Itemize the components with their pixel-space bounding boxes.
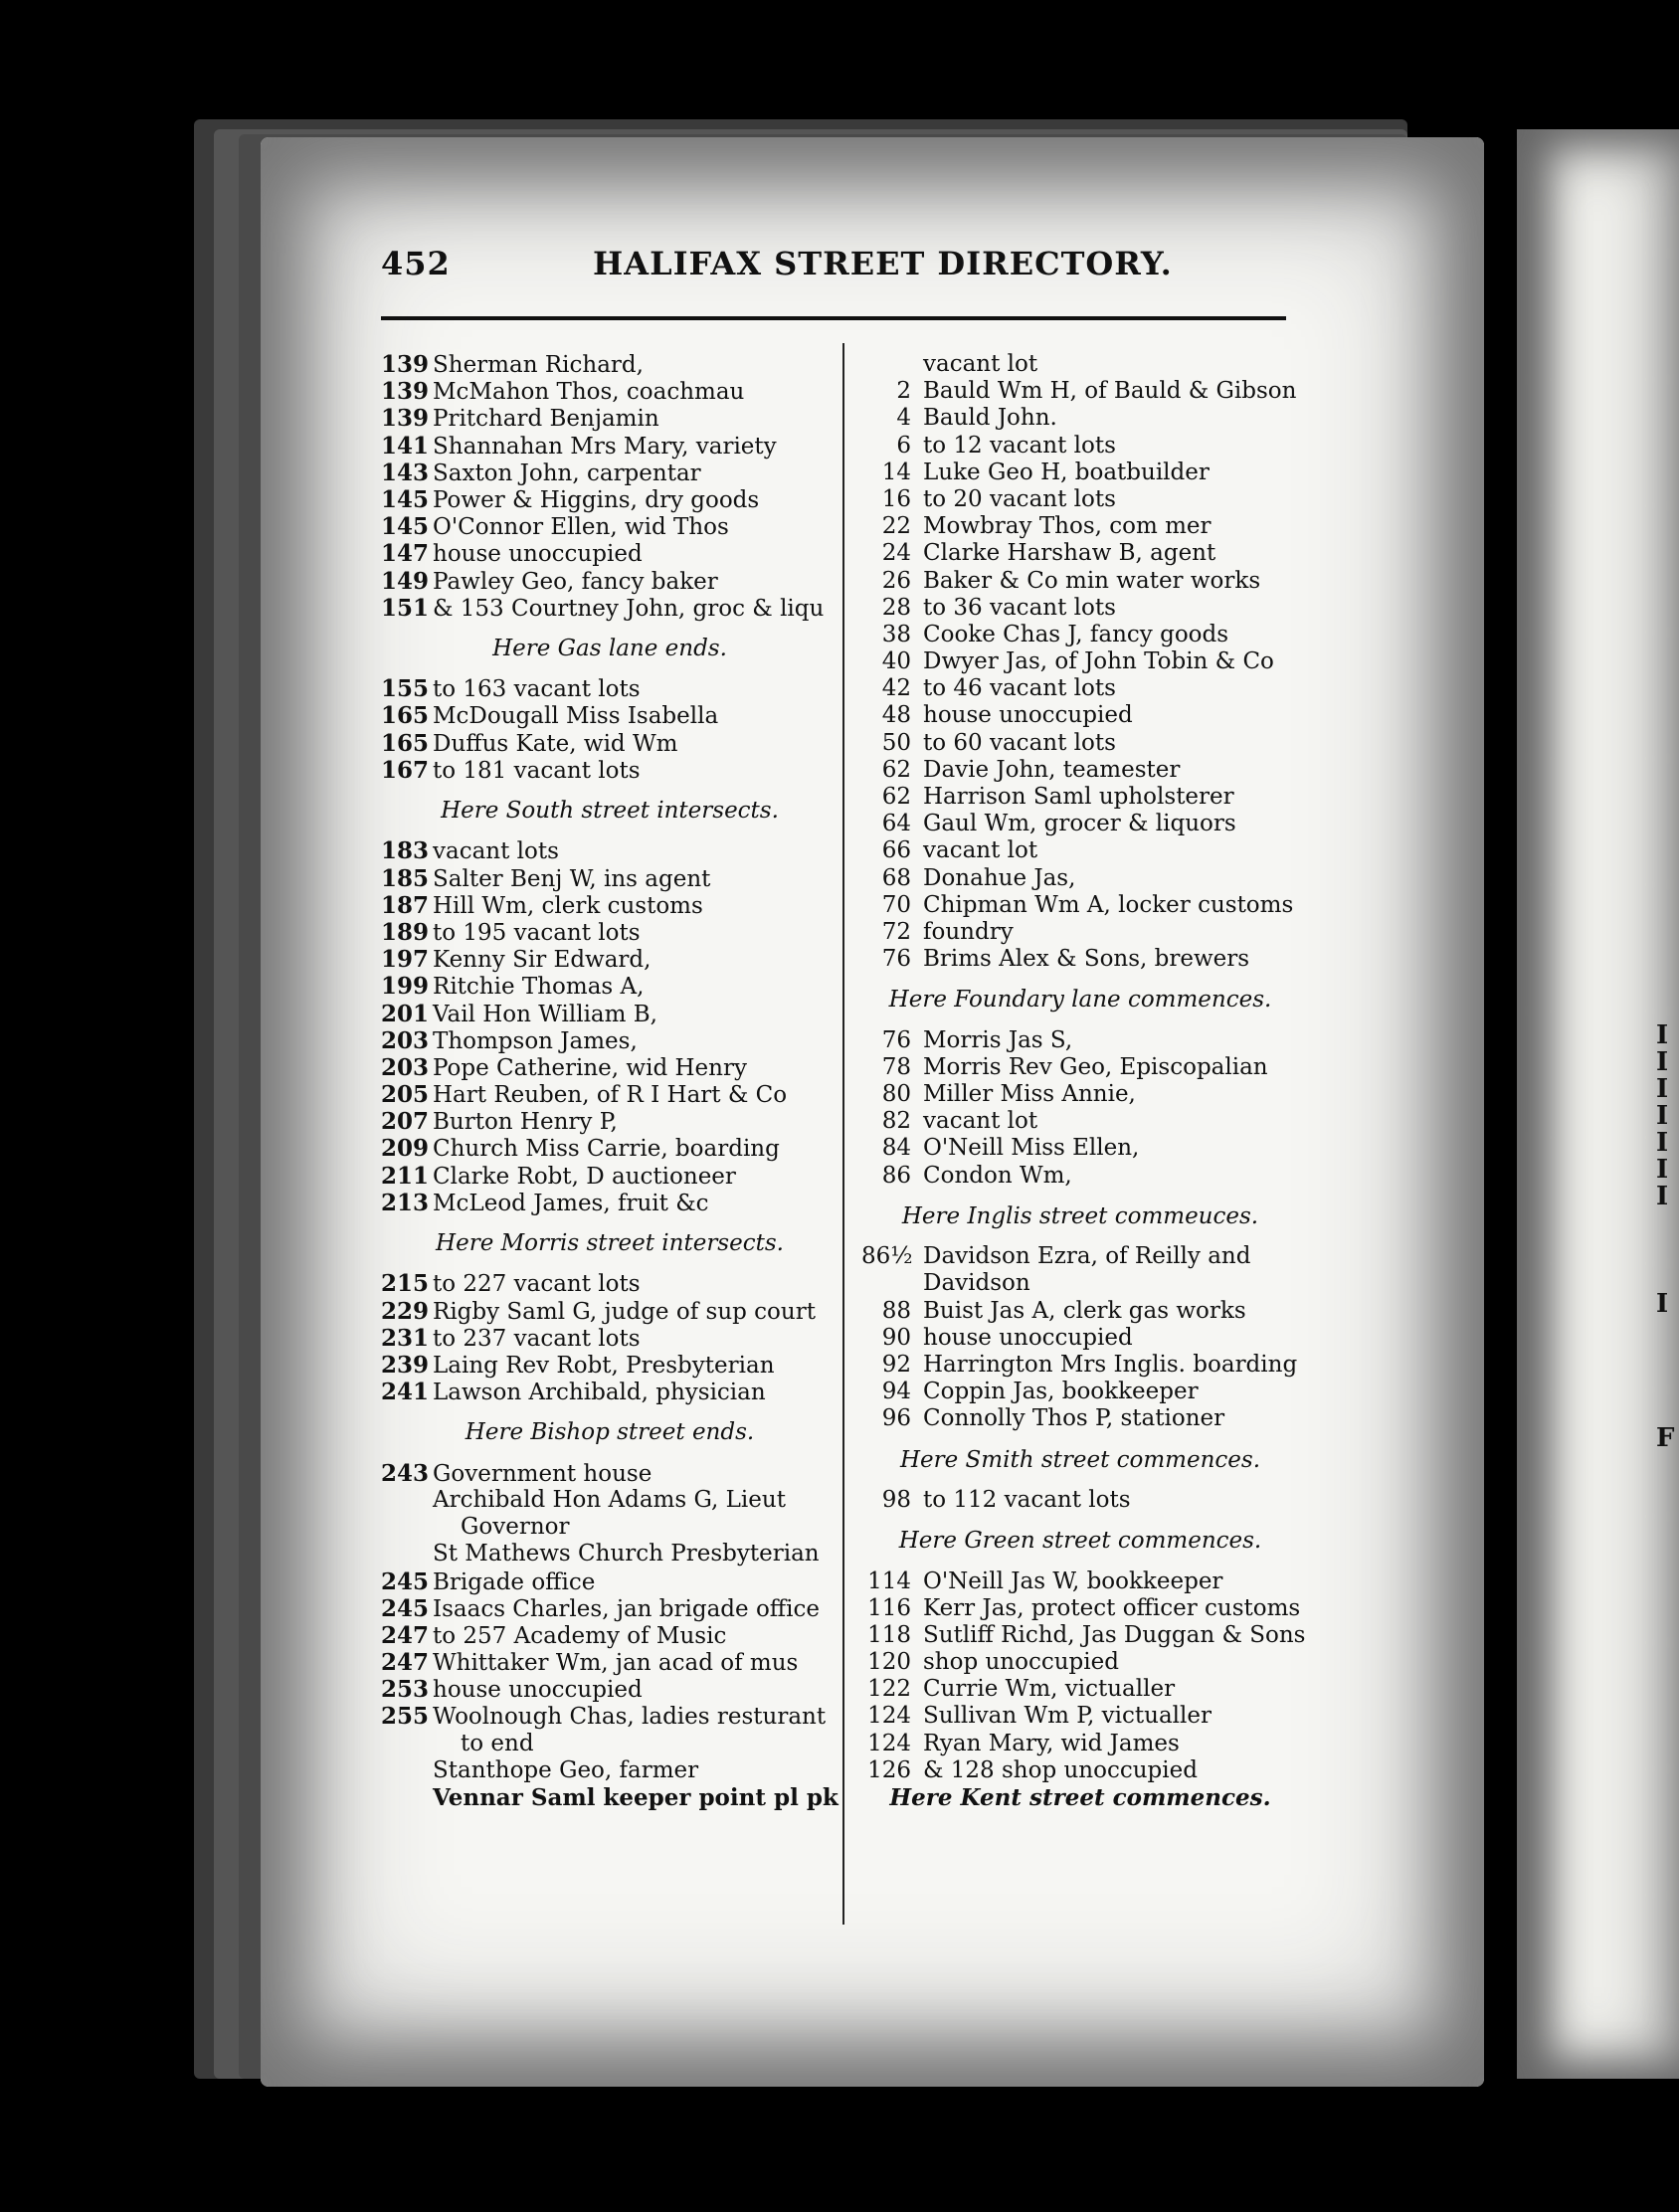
house-number: 203: [381, 1026, 430, 1054]
resident-name: Ritchie Thomas A,: [433, 974, 645, 1001]
directory-entry: [861, 648, 1329, 675]
house-number: 42: [881, 675, 911, 702]
resident-name: Vail Hon William B,: [433, 1001, 657, 1027]
next-page-mark: I: [1656, 1289, 1669, 1319]
directory-entry: [861, 837, 1329, 864]
house-number: 245: [381, 1567, 430, 1595]
resident-name: Salter Benj W, ins agent: [433, 865, 711, 892]
street-heading: Here Gas lane ends.: [492, 635, 727, 661]
directory-entry: [381, 460, 858, 486]
resident-name: O'Connor Ellen, wid Thos: [433, 514, 729, 541]
directory-entry: [381, 1649, 858, 1676]
house-number: 247: [381, 1649, 430, 1677]
resident-name: Brigade office: [433, 1568, 596, 1595]
next-page-mark: I: [1656, 1101, 1669, 1131]
house-number: 209: [381, 1135, 430, 1163]
house-number: 94: [881, 1379, 911, 1405]
directory-entry: [861, 1676, 1329, 1703]
directory-entry: [861, 1027, 1329, 1054]
house-number: 199: [381, 973, 430, 1001]
directory-entry: [381, 1027, 858, 1054]
directory-entry: [381, 378, 858, 405]
next-page-mark: I: [1656, 1047, 1669, 1077]
house-number: 197: [381, 946, 430, 974]
directory-entry: [381, 405, 858, 432]
directory-entry: [381, 1568, 858, 1595]
directory-entry: [861, 1731, 1329, 1757]
directory-entry: [861, 784, 1329, 811]
resident-name: Woolnough Chas, ladies resturant: [433, 1704, 827, 1731]
directory-entry: [861, 433, 1329, 460]
resident-name: to 60 vacant lots: [923, 729, 1116, 756]
house-number: 239: [381, 1351, 430, 1379]
directory-entry: [381, 1784, 858, 1811]
directory-entry: [381, 1298, 858, 1325]
directory-entry: [861, 892, 1329, 919]
resident-name: Clarke Harshaw B, agent: [923, 540, 1216, 567]
house-number: 185: [381, 864, 430, 892]
house-number: 215: [381, 1270, 430, 1298]
house-number: 48: [881, 702, 911, 729]
house-number: 80: [881, 1081, 911, 1108]
resident-name: vacant lot: [923, 1108, 1038, 1135]
resident-name: vacant lots: [433, 838, 559, 865]
resident-name: Bauld Wm H, of Bauld & Gibson: [923, 378, 1297, 405]
resident-name: Church Miss Carrie, boarding: [433, 1136, 780, 1163]
directory-entry: [861, 595, 1329, 622]
resident-name: Stanthope Geo, farmer: [433, 1756, 699, 1783]
resident-name: Whittaker Wm, jan acad of mus: [433, 1650, 799, 1677]
resident-name: Archibald Hon Adams G, Lieut: [433, 1486, 786, 1513]
resident-name: Currie Wm, victualler: [923, 1676, 1176, 1703]
resident-name: Governor: [461, 1514, 570, 1541]
resident-name: Clarke Robt, D auctioneer: [433, 1163, 736, 1190]
directory-entry: [381, 1622, 858, 1649]
directory-entry: [861, 1325, 1329, 1352]
resident-name: Brims Alex & Sons, brewers: [923, 946, 1250, 973]
directory-entry: [861, 405, 1329, 432]
house-number: 84: [881, 1135, 911, 1162]
directory-entry: [861, 1487, 1329, 1514]
right-column: [861, 351, 1329, 1811]
house-number: 241: [381, 1379, 430, 1406]
resident-name: to 227 vacant lots: [433, 1271, 641, 1298]
directory-entry: [861, 1405, 1329, 1432]
directory-entry: [381, 1190, 858, 1216]
directory-entry: [861, 1054, 1329, 1081]
house-number: 86½: [861, 1243, 913, 1270]
next-page-fragments: [1656, 1014, 1675, 1453]
resident-name: Morris Jas S,: [923, 1026, 1073, 1053]
directory-entry: [861, 919, 1329, 946]
directory-entry: [861, 1298, 1329, 1325]
resident-name: O'Neill Miss Ellen,: [923, 1135, 1140, 1162]
house-number: 24: [881, 540, 911, 567]
next-page-mark: I: [1656, 1128, 1669, 1158]
house-number: 88: [881, 1297, 911, 1324]
directory-entry: [381, 1676, 858, 1703]
house-number: 124: [867, 1730, 911, 1756]
resident-name: to 12 vacant lots: [923, 432, 1116, 459]
directory-entry: [861, 486, 1329, 513]
house-number: 114: [867, 1567, 911, 1594]
resident-name: Duffus Kate, wid Wm: [433, 730, 678, 757]
resident-name: Sullivan Wm P, victualler: [923, 1703, 1212, 1730]
resident-name: to 36 vacant lots: [923, 594, 1116, 621]
directory-entry: [861, 1163, 1329, 1190]
header-rule: [381, 316, 1286, 320]
house-number: 2: [896, 378, 911, 405]
directory-entry: [861, 1270, 1329, 1297]
house-number: 213: [381, 1189, 430, 1216]
house-number: 145: [381, 485, 430, 513]
house-number: 124: [867, 1703, 911, 1730]
house-number: 207: [381, 1108, 430, 1136]
resident-name: to 237 vacant lots: [433, 1325, 641, 1352]
directory-entry: [381, 1270, 858, 1297]
house-number: 26: [881, 567, 911, 594]
house-number: 183: [381, 837, 430, 865]
resident-name: Buist Jas A, clerk gas works: [923, 1297, 1246, 1324]
house-number: 122: [867, 1676, 911, 1703]
house-number: 255: [381, 1703, 430, 1731]
directory-entry: [861, 1108, 1329, 1135]
resident-name: McDougall Miss Isabella: [433, 703, 719, 730]
directory-entry: [381, 1460, 858, 1487]
directory-entry: [861, 675, 1329, 702]
house-number: 82: [881, 1108, 911, 1135]
next-page-mark: I: [1656, 1155, 1669, 1185]
resident-name: Gaul Wm, grocer & liquors: [923, 811, 1236, 837]
resident-name: McMahon Thos, coachmau: [433, 379, 745, 406]
directory-entry: [381, 1757, 858, 1784]
resident-name: Kerr Jas, protect officer customs: [923, 1594, 1301, 1621]
house-number: 92: [881, 1351, 911, 1378]
resident-name: Condon Wm,: [923, 1162, 1072, 1189]
directory-entry: [381, 1731, 858, 1757]
resident-name: Mowbray Thos, com mer: [923, 513, 1212, 540]
house-number: 147: [381, 540, 430, 568]
resident-name: vacant lot: [923, 351, 1038, 377]
directory-entry: [861, 568, 1329, 595]
house-number: 211: [381, 1162, 430, 1190]
next-page-mark: [1656, 1364, 1674, 1390]
resident-name: house unoccupied: [923, 702, 1133, 729]
house-number: 62: [881, 756, 911, 783]
house-number: 165: [381, 702, 430, 730]
left-column: [381, 351, 858, 1811]
directory-entry: [381, 513, 858, 540]
directory-entry: [381, 1487, 858, 1514]
directory-entry: [861, 865, 1329, 892]
street-heading: Here Morris street intersects.: [436, 1230, 784, 1257]
house-number: 98: [881, 1486, 911, 1513]
house-number: 145: [381, 513, 430, 541]
directory-entry: [381, 1108, 858, 1135]
directory-entry: [861, 622, 1329, 648]
page-header: [381, 245, 1291, 292]
resident-name: Saxton John, carpentar: [433, 460, 701, 486]
house-number: 203: [381, 1053, 430, 1081]
house-number: 70: [881, 891, 911, 918]
directory-entry: [861, 702, 1329, 729]
house-number: 72: [881, 918, 911, 945]
page-title: HALIFAX STREET DIRECTORY.: [593, 245, 1173, 282]
directory-entry: [381, 595, 858, 622]
street-heading: Here Green street commences.: [898, 1528, 1262, 1555]
resident-name: to 163 vacant lots: [433, 676, 641, 703]
resident-name: Vennar Saml keeper point pl pk: [433, 1784, 839, 1811]
directory-entry: [381, 1379, 858, 1405]
next-page-edge: [1517, 129, 1679, 2079]
house-number: 118: [867, 1621, 911, 1648]
house-number: 22: [881, 513, 911, 540]
house-number: 62: [881, 784, 911, 810]
directory-entry: [381, 1081, 858, 1108]
resident-name: Sherman Richard,: [433, 352, 644, 378]
next-page-mark: [1656, 1390, 1674, 1417]
house-number: 4: [896, 405, 911, 432]
resident-name: Chipman Wm A, locker customs: [923, 891, 1294, 918]
resident-name: Government house: [433, 1460, 653, 1487]
house-number: 253: [381, 1676, 430, 1704]
house-number: 78: [881, 1053, 911, 1080]
next-page-mark: I: [1656, 1074, 1669, 1104]
house-number: 247: [381, 1621, 430, 1649]
directory-entry: [861, 1649, 1329, 1676]
directory-entry: [861, 540, 1329, 567]
resident-name: Pritchard Benjamin: [433, 406, 659, 433]
resident-name: Pope Catherine, wid Henry: [433, 1054, 747, 1081]
next-page-mark: I: [1656, 1182, 1669, 1211]
directory-entry: [381, 1135, 858, 1162]
resident-name: McLeod James, fruit &c: [433, 1190, 709, 1216]
next-page-mark: [1656, 1337, 1674, 1364]
street-heading: Here Smith street commences.: [899, 1446, 1261, 1473]
resident-name: vacant lot: [923, 837, 1038, 864]
directory-entry: [381, 1163, 858, 1190]
directory-entry: [861, 1595, 1329, 1622]
directory-entry: [861, 1081, 1329, 1108]
resident-name: Isaacs Charles, jan brigade office: [433, 1595, 820, 1622]
resident-name: Dwyer Jas, of John Tobin & Co: [923, 648, 1274, 675]
directory-entry: [861, 1243, 1329, 1270]
resident-name: Thompson James,: [433, 1027, 638, 1054]
directory-entry: [381, 702, 858, 729]
resident-name: Davie John, teamester: [923, 756, 1181, 783]
directory-entry: [861, 1568, 1329, 1595]
resident-name: to 20 vacant lots: [923, 485, 1116, 512]
house-number: 229: [381, 1297, 430, 1325]
resident-name: Davidson Ezra, of Reilly and: [923, 1243, 1251, 1270]
resident-name: Sutliff Richd, Jas Duggan & Sons: [923, 1621, 1306, 1648]
directory-entry: [381, 675, 858, 702]
directory-entry: [861, 1622, 1329, 1649]
resident-name: Coppin Jas, bookkeeper: [923, 1379, 1199, 1405]
resident-name: to 181 vacant lots: [433, 757, 641, 784]
house-number: 149: [381, 567, 430, 595]
directory-entry: [861, 351, 1329, 378]
house-number: 90: [881, 1324, 911, 1351]
directory-entry: [381, 730, 858, 757]
house-number: 205: [381, 1081, 430, 1109]
house-number: 139: [381, 378, 430, 406]
resident-name: house unoccupied: [433, 1677, 643, 1704]
resident-name: Miller Miss Annie,: [923, 1081, 1136, 1108]
street-heading: Here Inglis street commeuces.: [901, 1202, 1259, 1229]
resident-name: Cooke Chas J, fancy goods: [923, 621, 1229, 647]
next-page-mark: F: [1656, 1423, 1675, 1453]
resident-name: to end: [461, 1730, 534, 1756]
house-number: 96: [881, 1405, 911, 1432]
page-number: 452: [381, 245, 451, 282]
resident-name: Pawley Geo, fancy baker: [433, 568, 718, 595]
directory-entry: [381, 1541, 858, 1567]
directory-entry: [381, 1595, 858, 1622]
house-number: 151: [381, 594, 430, 622]
house-number: 86: [881, 1162, 911, 1189]
directory-entry: [381, 946, 858, 973]
resident-name: Harrison Saml upholsterer: [923, 784, 1234, 810]
house-number: 40: [881, 648, 911, 675]
directory-entry: [861, 811, 1329, 837]
directory-entry: [381, 1325, 858, 1352]
house-number: 167: [381, 756, 430, 784]
directory-entry: [861, 946, 1329, 973]
house-number: 187: [381, 891, 430, 919]
house-number: 126: [867, 1756, 911, 1783]
directory-entry: [381, 433, 858, 460]
house-number: 120: [867, 1649, 911, 1676]
directory-entry: [381, 1001, 858, 1027]
house-number: 231: [381, 1324, 430, 1352]
directory-entry: [861, 378, 1329, 405]
resident-name: & 128 shop unoccupied: [923, 1756, 1198, 1783]
resident-name: Baker & Co min water works: [923, 567, 1261, 594]
directory-entry: [381, 757, 858, 784]
resident-name: & 153 Courtney John, groc & liqu: [433, 595, 825, 622]
directory-entry: [861, 460, 1329, 486]
resident-name: Burton Henry P,: [433, 1109, 618, 1136]
house-number: 14: [881, 459, 911, 485]
street-heading: Here Kent street commences.: [889, 1784, 1271, 1811]
directory-entry: [381, 568, 858, 595]
resident-name: Ryan Mary, wid James: [923, 1730, 1180, 1756]
directory-entry: [381, 1352, 858, 1379]
directory-entry: [861, 1379, 1329, 1405]
house-number: 38: [881, 621, 911, 647]
resident-name: Shannahan Mrs Mary, variety: [433, 433, 777, 460]
house-number: 68: [881, 864, 911, 891]
house-number: 165: [381, 729, 430, 757]
house-number: 64: [881, 811, 911, 837]
house-number: 143: [381, 459, 430, 486]
directory-entry: [861, 757, 1329, 784]
street-heading: Here Bishop street ends.: [465, 1419, 755, 1446]
resident-name: Luke Geo H, boatbuilder: [923, 459, 1210, 485]
resident-name: shop unoccupied: [923, 1649, 1119, 1676]
resident-name: Morris Rev Geo, Episcopalian: [923, 1053, 1268, 1080]
resident-name: Harrington Mrs Inglis. boarding: [923, 1351, 1298, 1378]
next-page-mark: I: [1656, 1020, 1669, 1050]
house-number: 245: [381, 1594, 430, 1622]
directory-entry: [381, 919, 858, 946]
house-number: 141: [381, 432, 430, 460]
resident-name: to 46 vacant lots: [923, 675, 1116, 702]
directory-entry: [381, 973, 858, 1000]
directory-entry: [861, 1703, 1329, 1730]
street-heading: Here South street intersects.: [441, 798, 779, 825]
resident-name: Hill Wm, clerk customs: [433, 892, 703, 919]
directory-entry: [381, 837, 858, 864]
resident-name: Rigby Saml G, judge of sup court: [433, 1298, 816, 1325]
house-number: 189: [381, 918, 430, 946]
directory-entry: [381, 1703, 858, 1730]
house-number: 155: [381, 675, 430, 703]
resident-name: Kenny Sir Edward,: [433, 947, 652, 974]
resident-name: Donahue Jas,: [923, 864, 1076, 891]
directory-entry: [381, 1514, 858, 1541]
street-heading: Here Foundary lane commences.: [888, 987, 1272, 1014]
resident-name: to 195 vacant lots: [433, 919, 641, 946]
resident-name: Bauld John.: [923, 405, 1057, 432]
resident-name: Connolly Thos P, stationer: [923, 1405, 1225, 1432]
house-number: 139: [381, 405, 430, 433]
directory-entry: [381, 540, 858, 567]
house-number: 201: [381, 1000, 430, 1027]
house-number: 139: [381, 351, 430, 378]
directory-entry: [381, 351, 858, 378]
house-number: 50: [881, 729, 911, 756]
directory-entry: [861, 1757, 1329, 1784]
resident-name: house unoccupied: [433, 541, 643, 568]
directory-entry: [861, 1135, 1329, 1162]
resident-name: Lawson Archibald, physician: [433, 1380, 766, 1406]
directory-entry: [861, 513, 1329, 540]
directory-entry: [381, 1054, 858, 1081]
house-number: 243: [381, 1459, 430, 1487]
house-number: 116: [867, 1594, 911, 1621]
house-number: 6: [896, 432, 911, 459]
house-number: 66: [881, 837, 911, 864]
house-number: 28: [881, 594, 911, 621]
resident-name: St Mathews Church Presbyterian: [433, 1541, 820, 1567]
next-page-mark: [1656, 1256, 1674, 1283]
house-number: 16: [881, 485, 911, 512]
resident-name: Davidson: [923, 1270, 1030, 1297]
resident-name: to 257 Academy of Music: [433, 1622, 727, 1649]
house-number: 76: [881, 946, 911, 973]
next-page-mark: [1656, 1229, 1674, 1256]
resident-name: Laing Rev Robt, Presbyterian: [433, 1352, 775, 1379]
directory-entry: [381, 486, 858, 513]
resident-name: to 112 vacant lots: [923, 1486, 1131, 1513]
house-number: 76: [881, 1026, 911, 1053]
directory-entry: [381, 892, 858, 919]
resident-name: house unoccupied: [923, 1324, 1133, 1351]
directory-entry: [861, 1352, 1329, 1379]
resident-name: Power & Higgins, dry goods: [433, 486, 760, 513]
directory-entry: [381, 865, 858, 892]
directory-entry: [861, 730, 1329, 757]
resident-name: Hart Reuben, of R I Hart & Co: [433, 1082, 788, 1109]
resident-name: foundry: [923, 918, 1014, 945]
resident-name: O'Neill Jas W, bookkeeper: [923, 1567, 1223, 1594]
